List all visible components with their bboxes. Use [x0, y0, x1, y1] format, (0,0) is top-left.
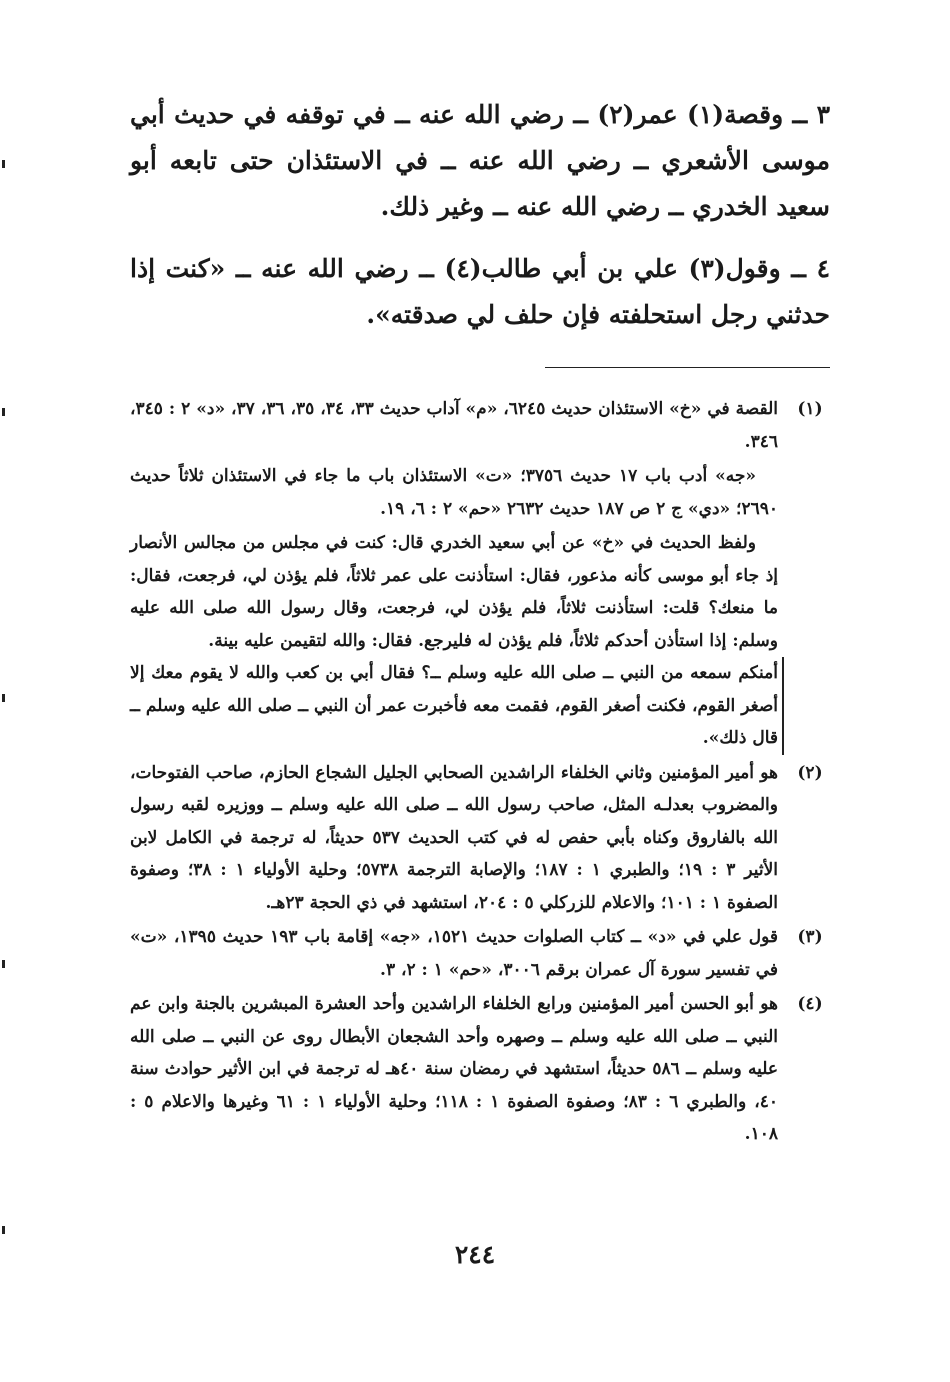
footnote-4 — [130, 988, 830, 1151]
footnote-paragraph: هو أمير المؤمنين وثاني الخلفاء الراشدين الصحابي الجليل الشجاع الحازم، صاحب الفتوحات، والمضروب بعدلـه المثل، صاحب رسول الله ــ صلى الله عليه وسلم ــ ووزيره لقبه رسول الله بالفاروق وكناه بأبي حفص له في كتب الحديث ٥٣٧ حديثاً، له ترجمة في الكامل لابن الأثير ٣ : ١٩؛ والطبري ١ : ١٨٧؛ والإصابة الترجمة ٥٧٣٨؛ وحلية الأولياء ١ : ٣٨؛ وصفوة الصفوة ١ : ١٠١؛ والاعلام للزركلي ٥ : ٢٠٤، استشهد في ذي الحجة ٢٣هـ. — [130, 762, 778, 913]
main-text — [130, 92, 830, 354]
footnote-separator — [545, 367, 830, 368]
footnote-marked-paragraph: أمنكم سمعه من النبي ــ صلى الله عليه وسلم ــ؟ فقال أبي بن كعب والله لا يقوم معك إلا أصغر القوم، فكنت أصغر القوم، فقمت معه فأخبرت عمر أن النبي ــ صلى الله عليه وسلم ــ قال ذلك». — [130, 657, 784, 755]
footnote-paragraph: القصة في «خ» الاستئذان حديث ٦٢٤٥، «م» آداب حديث ٣٣، ٣٤، ٣٥، ٣٦، ٣٧، «د» ٢ : ٣٤٥، ٣٤٦. — [130, 399, 778, 452]
footnote-3 — [130, 921, 830, 986]
footnote-1 — [130, 393, 830, 755]
margin-tick-mark — [2, 960, 5, 968]
margin-tick-mark — [2, 160, 5, 168]
main-paragraph-4: ٤ ــ وقول(٣) علي بن أبي طالب(٤) ــ رضي الله عنه ــ «كنت إذا حدثني رجل استحلفته فإن حلف لي صدقته». — [130, 254, 830, 329]
footnote-2 — [130, 757, 830, 920]
footnote-paragraph: ولفظ الحديث في «خ» عن أبي سعيد الخدري قال: كنت في مجلس من مجالس الأنصار إذ جاء أبو موسى كأنه مذعور، فقال: استأذنت على عمر ثلاثاً، فلم يؤذن لي، فرجعت، فقال: ما منعك؟ قلت: استأذنت ثلاثاً، فلم يؤذن لي، فرجعت، وقال رسول الله صلى الله عليه وسلم: إذا استأذن أحدكم ثلاثاً، فلم يؤذن له فليرجع. فقال: والله لتقيمن عليه بينة. — [130, 533, 778, 651]
margin-tick-mark — [2, 408, 5, 416]
margin-tick-mark — [2, 694, 5, 702]
footnote-number: (١) — [797, 399, 823, 419]
main-paragraph-3: ٣ ــ وقصة(١) عمر(٢) ــ رضي الله عنه ــ في توقفه في حديث أبي موسى الأشعري ــ رضي الله عنه ــ في الاستئذان حتى تابعه أبو سعيد الخدري ــ رضي الله عنه ــ وغير ذلك. — [130, 100, 830, 221]
footnotes — [130, 393, 830, 1153]
footnote-number: (٤) — [797, 994, 823, 1014]
footnote-paragraph: «جه» أدب باب ١٧ حديث ٣٧٥٦؛ «ت» الاستئذان باب ما جاء في الاستئذان ثلاثاً حديث ٢٦٩٠؛ «دي» ج ٢ ص ١٨٧ حديث ٢٦٣٢ «حم» ٢ : ٦، ١٩. — [130, 466, 778, 519]
page-number: ٢٤٤ — [454, 1240, 496, 1269]
footnote-number: (٢) — [797, 762, 823, 783]
footnote-paragraph: قول علي في «د» ــ كتاب الصلوات حديث ١٥٢١، «جه» إقامة باب ١٩٣ حديث ١٣٩٥، «ت» في تفسير سورة آل عمران برقم ٣٠٠٦، «حم» ١ : ٢، ٣. — [130, 927, 779, 980]
footnote-paragraph: هو أبو الحسن أمير المؤمنين ورابع الخلفاء الراشدين وأحد العشرة المبشرين بالجنة وابن عم النبي ــ صلى الله عليه وسلم ــ وصهره وأحد الشجعان الأبطال روى عن النبي ــ صلى الله عليه وسلم ــ ٥٨٦ حديثاً، استشهد في رمضان سنة ٤٠هـ له ترجمة في ابن الأثير حوادث سنة ٤٠، والطبري ٦ : ٨٣؛ وصفوة الصفوة ١ : ١١٨؛ وحلية الأولياء ١ : ٦١ وغيرها والاعلام ٥ : ١٠٨. — [130, 994, 778, 1144]
margin-tick-mark — [2, 1226, 5, 1234]
footnote-number: (٣) — [797, 927, 823, 947]
